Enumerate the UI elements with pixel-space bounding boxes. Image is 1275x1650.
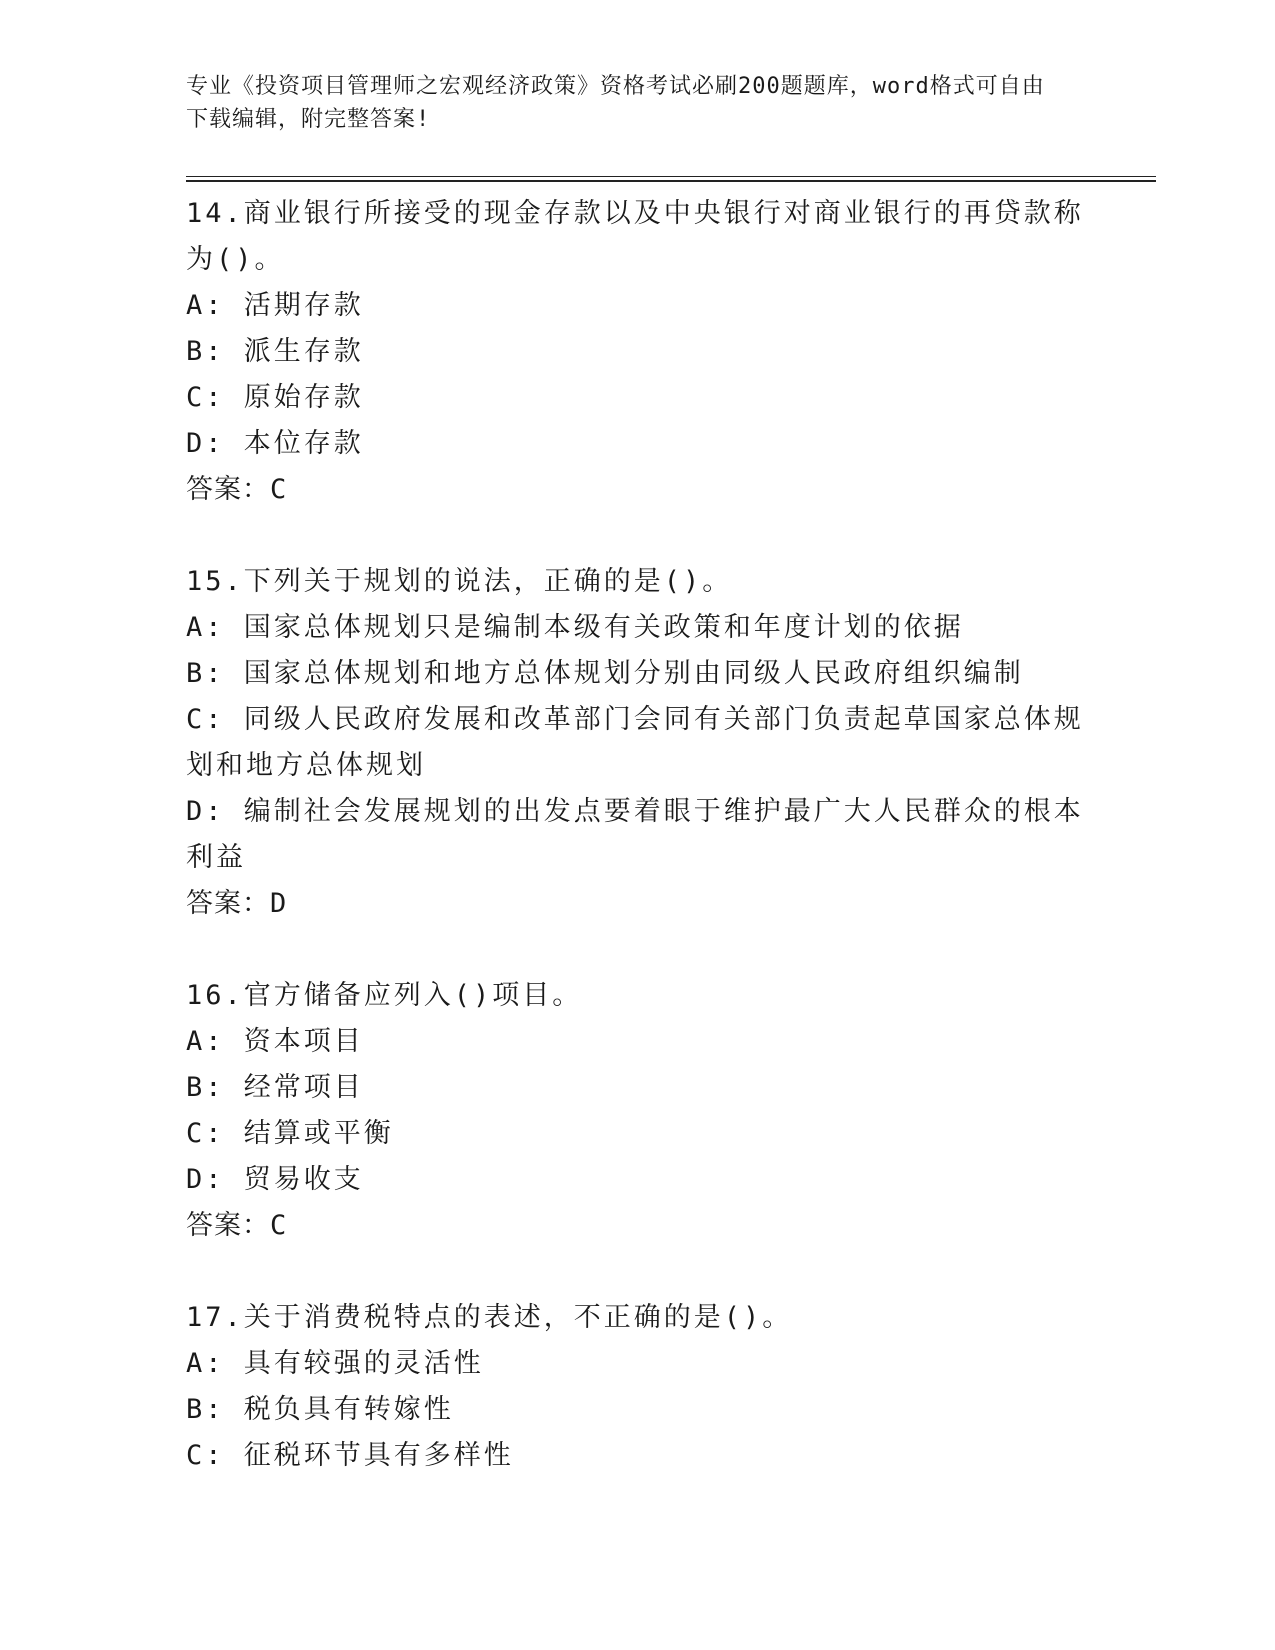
option-a: A: 国家总体规划只是编制本级有关政策和年度计划的依据 (186, 612, 964, 643)
document-page (186, 70, 1156, 1525)
question-stem: 17.关于消费税特点的表述，不正确的是()。 (186, 1302, 793, 1333)
option-b: B: 经常项目 (186, 1072, 364, 1103)
option-a: A: 具有较强的灵活性 (186, 1348, 484, 1379)
header-divider (186, 176, 1156, 181)
document-header: 专业《投资项目管理师之宏观经济政策》资格考试必刷200题题库，word格式可自由下载编辑，附完整答案! (186, 74, 1045, 132)
question-list (186, 191, 1156, 1479)
option-c: C: 同级人民政府发展和改革部门会同有关部门负责起草国家总体规划和地方总体规划 (186, 704, 1084, 781)
answer-line: 答案：C (186, 1210, 288, 1241)
option-a: A: 资本项目 (186, 1026, 364, 1057)
option-b: B: 国家总体规划和地方总体规划分别由同级人民政府组织编制 (186, 658, 1024, 689)
option-d: D: 贸易收支 (186, 1164, 364, 1195)
option-c: C: 原始存款 (186, 382, 364, 413)
question-stem: 15.下列关于规划的说法，正确的是()。 (186, 566, 733, 597)
question-14 (186, 191, 1156, 513)
answer-line: 答案：D (186, 888, 288, 919)
question-stem: 14.商业银行所接受的现金存款以及中央银行对商业银行的再贷款称为()。 (186, 198, 1084, 275)
question-stem: 16.官方储备应列入()项目。 (186, 980, 583, 1011)
answer-line: 答案：C (186, 474, 288, 505)
option-b: B: 派生存款 (186, 336, 364, 367)
option-a: A: 活期存款 (186, 290, 364, 321)
option-c: C: 征税环节具有多样性 (186, 1440, 514, 1471)
divider-thick-line (186, 180, 1156, 182)
question-17 (186, 1295, 1156, 1479)
question-15 (186, 559, 1156, 927)
option-d: D: 编制社会发展规划的出发点要着眼于维护最广大人民群众的根本利益 (186, 796, 1084, 873)
divider-thin-line (186, 176, 1156, 177)
option-c: C: 结算或平衡 (186, 1118, 394, 1149)
option-b: B: 税负具有转嫁性 (186, 1394, 454, 1425)
question-16 (186, 973, 1156, 1249)
option-d: D: 本位存款 (186, 428, 364, 459)
